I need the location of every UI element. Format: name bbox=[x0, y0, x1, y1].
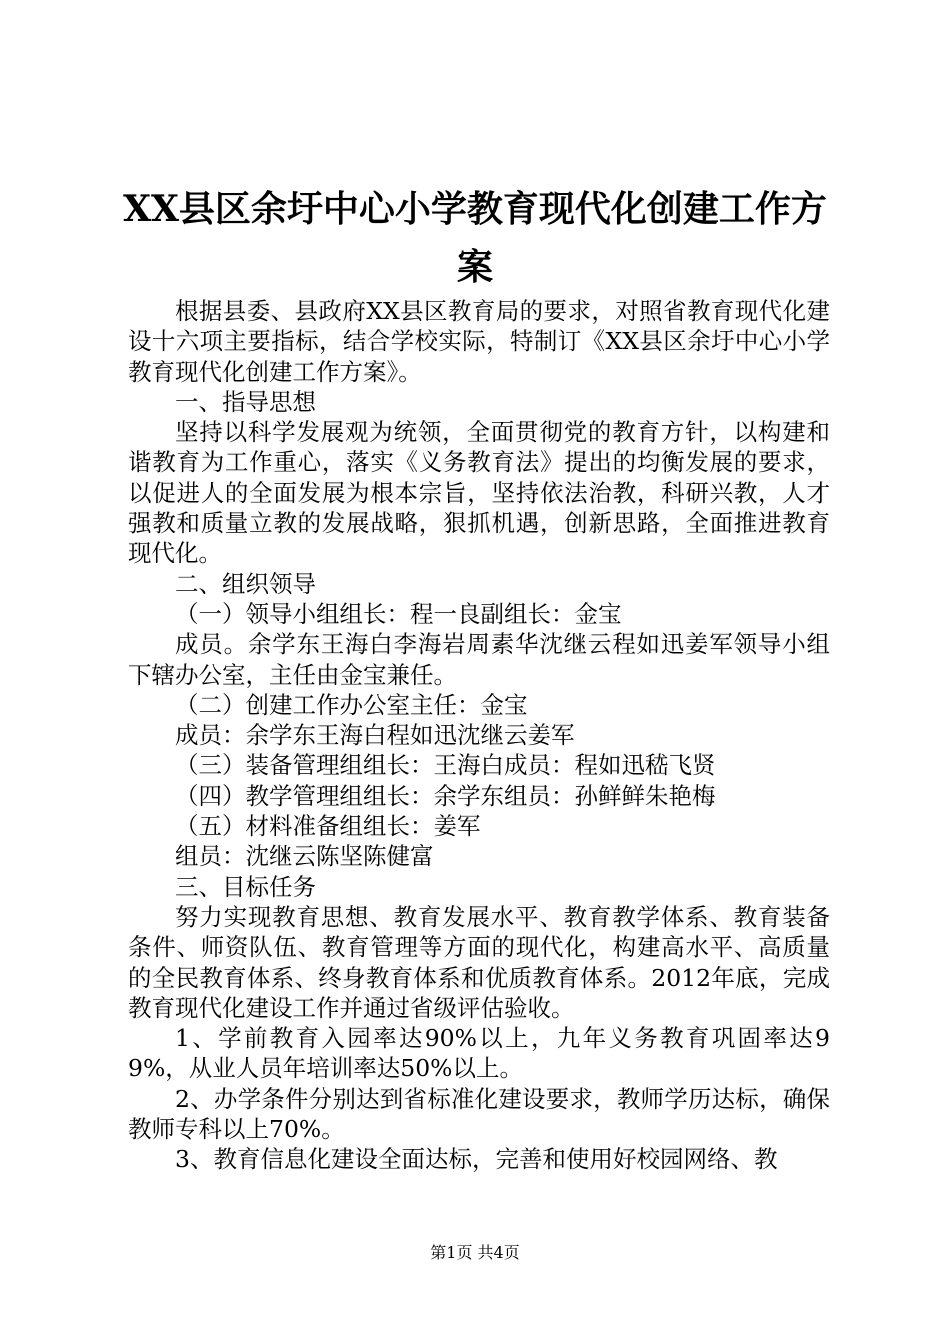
paragraph-equipment-group: （三）装备管理组组长：王海白成员：程如迅嵇飞贤 bbox=[175, 751, 716, 780]
paragraph-goal-2: 2、办学条件分别达到省标准化建设要求，教师学历达标，确保教师专科以上70%。 bbox=[128, 1084, 830, 1144]
paragraph-goal-3: 3、教育信息化建设全面达标，完善和使用好校园网络、教 bbox=[175, 1145, 778, 1174]
section-heading-goals: 三、目标任务 bbox=[175, 872, 316, 901]
paragraph-goals: 努力实现教育思想、教育发展水平、教育教学体系、教育装备条件、师资队伍、教育管理等方面的现代化，构建高水平、高质量的全民教育体系、终身教育体系和优质教育体系。2012年底，完成教育现代化建设工作并通过省级评估验收。 bbox=[128, 902, 830, 1022]
paragraph-leading-group: （一）领导小组组长：程一良副组长：金宝 bbox=[175, 599, 622, 628]
paragraph-office: （二）创建工作办公室主任：金宝 bbox=[175, 690, 528, 719]
section-heading-guiding-ideology: 一、指导思想 bbox=[175, 387, 316, 416]
section-heading-organization: 二、组织领导 bbox=[175, 569, 316, 598]
paragraph-materials-group: （五）材料准备组组长：姜军 bbox=[175, 812, 481, 841]
document-title-line-1: XX县区余圩中心小学教育现代化创建工作方 bbox=[123, 188, 827, 230]
paragraph-guiding-ideology: 坚持以科学发展观为统领，全面贯彻党的教育方针，以构建和谐教育为工作重心，落实《义务教育法》提出的均衡发展的要求，以促进人的全面发展为根本宗旨，坚持依法治教，科研兴教，人才强教和质量立教的发展战略，狠抓机遇，创新思路，全面推进教育现代化。 bbox=[128, 418, 830, 568]
paragraph-intro: 根据县委、县政府XX县区教育局的要求，对照省教育现代化建设十六项主要指标，结合学校实际，特制订《XX县区余圩中心小学教育现代化创建工作方案》。 bbox=[128, 297, 830, 386]
paragraph-leading-group-members: 成员。余学东王海白李海岩周素华沈继云程如迅姜军领导小组下辖办公室，主任由金宝兼任。 bbox=[128, 630, 830, 689]
document-body bbox=[128, 296, 830, 1175]
paragraph-office-members: 成员：余学东王海白程如迅沈继云姜军 bbox=[175, 721, 575, 750]
paragraph-goal-1: 1、学前教育入园率达90%以上，九年义务教育巩固率达99%，从业人员年培训率达50%以上。 bbox=[128, 1024, 830, 1083]
document-title-line-2: 案 bbox=[456, 246, 493, 288]
paragraph-materials-group-members: 组员：沈继云陈坚陈健富 bbox=[175, 842, 434, 871]
paragraph-teaching-group: （四）教学管理组组长：余学东组员：孙鲜鲜朱艳梅 bbox=[175, 781, 716, 810]
page-footer: 第1页 共4页 bbox=[430, 1243, 520, 1262]
